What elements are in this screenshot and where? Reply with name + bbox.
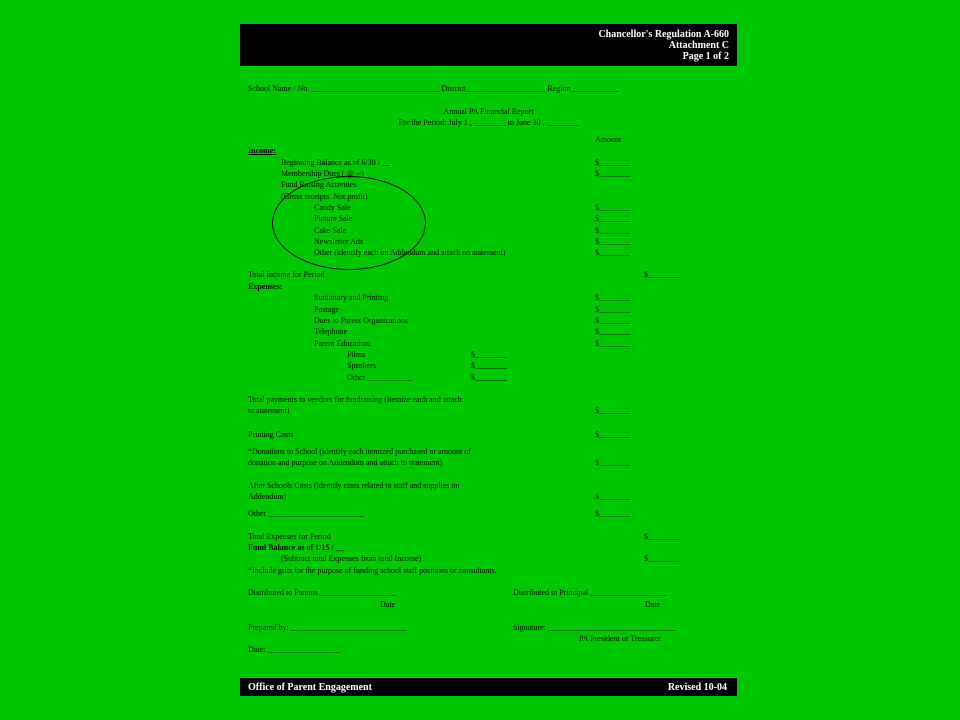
income-other-label: Other (identify each on Addendum and attach no statement): [314, 248, 506, 257]
telephone-amount: $________: [595, 327, 631, 336]
donations-amount: $________: [595, 458, 631, 467]
films-label: Films: [347, 350, 366, 359]
printing-costs-amount: $________: [595, 430, 631, 439]
income-heading: Income:: [248, 146, 276, 155]
speakers-amount: $________: [471, 361, 507, 370]
cake-sale-amount: $________: [595, 226, 631, 235]
newsletter-ads-amount: $________: [595, 237, 631, 246]
vendor-payments-label-line1: Total payments to vendors for fundraising (itemize each and attach: [248, 395, 462, 404]
signer-role: PA President or Treasurer: [579, 634, 661, 643]
cake-sale-label: Cake Sale: [314, 226, 347, 235]
signature-line: Signature: ________________________________: [513, 623, 676, 632]
fund-balance-amount: $________: [644, 554, 680, 563]
donations-label-line1: *Donations to School (identify each itemized purchased or amount of: [248, 447, 471, 456]
dues-label: Dues to Parent Organizations: [314, 316, 408, 325]
education-other-amount: $________: [471, 373, 507, 382]
parents-date-label: Date: [380, 600, 396, 609]
total-expenses-amount: $________: [644, 532, 680, 541]
report-period: For the Period: July 1 , ________ to June 30 , ________: [398, 118, 579, 127]
dues-amount: $________: [595, 316, 631, 325]
school-info-line: School Name / No. ________________________________ District____________________ Region____________: [248, 84, 619, 93]
document-header: [240, 24, 737, 66]
newsletter-ads-label: Newsletter Ads: [314, 237, 364, 246]
amount-heading: Amount: [595, 135, 622, 144]
document-page: [240, 24, 737, 696]
fund-balance-note: (Subtract total Expenses from total Income): [281, 554, 422, 563]
parent-education-label: Parent Education:: [314, 339, 372, 348]
principal-date-label: Date: [645, 600, 661, 609]
fund-balance-label: Fund Balance as of 1/15 / __: [248, 543, 344, 552]
candy-sale-amount: $________: [595, 203, 631, 212]
postage-amount: $________: [595, 305, 631, 314]
vendor-payments-label-line2: to statement): [248, 406, 290, 415]
candy-sale-label: Candy Sale: [314, 203, 351, 212]
films-amount: $________: [471, 350, 507, 359]
total-expenses-label: Total Expenses for Period: [248, 532, 331, 541]
beginning-balance-label: Beginning Balance as of 6/30 / __: [281, 158, 390, 167]
vendor-payments-amount: $________: [595, 406, 631, 415]
education-other-label: Other ___________: [347, 373, 412, 382]
footer-revision: Revised 10-04: [667, 682, 727, 693]
report-title: Annual PA Financial Report: [443, 107, 534, 116]
membership-dues-label: Membership Dues ( @ --): [281, 169, 364, 178]
prepared-by-line: Prepared by: _____________________________: [248, 623, 407, 632]
expenses-other-label: Other ________________________: [248, 509, 365, 518]
parent-education-amount: $________: [595, 339, 631, 348]
total-income-label: Total Income for Period: [248, 270, 325, 279]
picture-sale-amount: $________: [595, 214, 631, 223]
printing-costs-label: Printing Costs: [248, 430, 294, 439]
beginning-balance-amount: $________: [595, 158, 631, 167]
footer-office: Office of Parent Engagement: [248, 682, 372, 693]
fund-raising-label: Fund Raising Activities: [281, 180, 357, 189]
after-school-label-line1: After Schools Costs (identify costs related to staff and supplies on: [248, 481, 460, 490]
page-number: Page 1 of 2: [682, 51, 729, 62]
stationary-label: Stationary and Printing: [314, 293, 389, 302]
gross-receipts-note: (Gross receipts. Not profit): [281, 192, 368, 201]
distributed-to-parents: Distributed to Parents ___________________: [248, 588, 396, 597]
attachment-label: Attachment C: [668, 40, 729, 51]
total-income-amount: $________: [644, 270, 680, 279]
expenses-other-amount: $________: [595, 509, 631, 518]
expenses-heading: Expenses:: [248, 282, 283, 291]
after-school-label-line2: Addendum): [248, 492, 287, 501]
gifts-footnote: *Include gifts for the purpose of funding school staff positions or consultants.: [248, 566, 497, 575]
document-footer: [240, 678, 737, 696]
distributed-to-principal: Distributed to Principal ___________________: [513, 588, 667, 597]
after-school-amount: $________: [595, 492, 631, 501]
picture-sale-label: Picture Sale: [314, 214, 353, 223]
stationary-amount: $________: [595, 293, 631, 302]
date-line: Date: __________________: [248, 645, 340, 654]
regulation-title: Chancellor's Regulation A-660: [598, 29, 729, 40]
telephone-label: Telephone: [314, 327, 348, 336]
speakers-label: Speakers: [347, 361, 376, 370]
membership-dues-amount: $________: [595, 169, 631, 178]
postage-label: Postage: [314, 305, 339, 314]
donations-label-line2: donation and purpose on Addendum and attach to statement): [248, 458, 443, 467]
income-other-amount: $________: [595, 248, 631, 257]
